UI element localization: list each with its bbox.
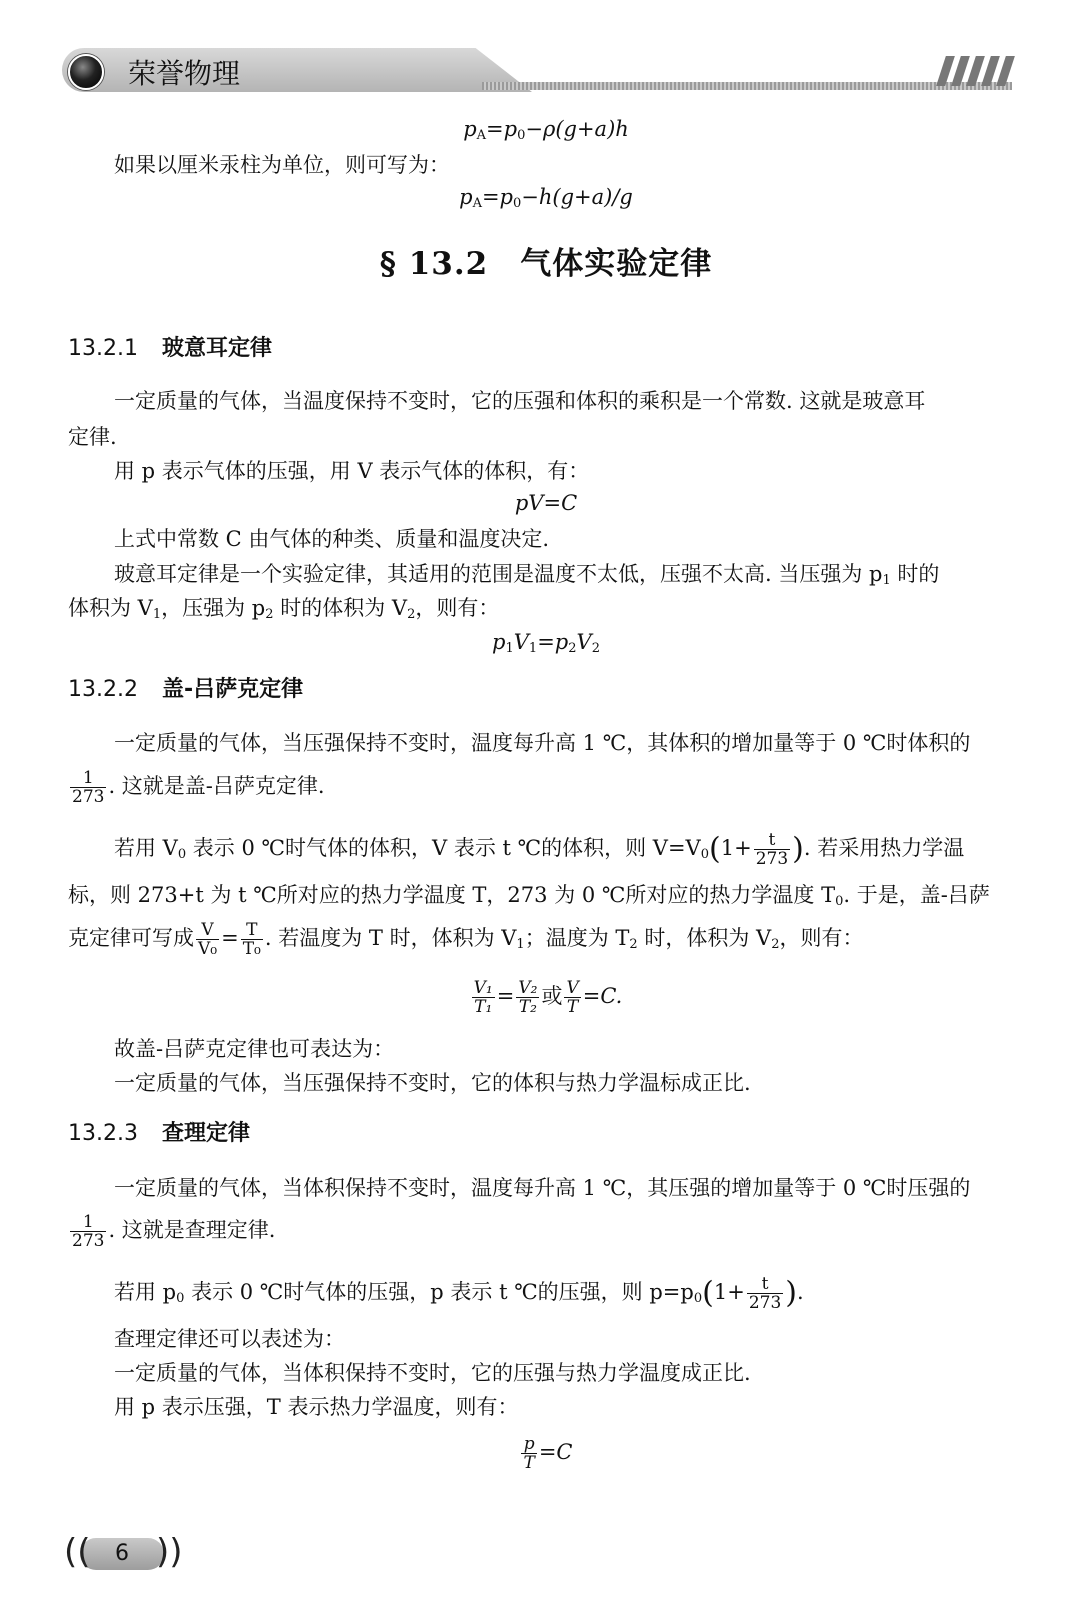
paragraph: 查理定律还可以表述为： — [114, 1327, 345, 1351]
fraction-t-273: $\frac{t}{273}$ — [755, 830, 789, 869]
paragraph: $\frac{1}{273}$ . 这就是查理定律. — [72, 1212, 276, 1251]
page-number: 6 — [115, 1541, 129, 1566]
subsection-title-boyle: 13.2.1 玻意耳定律 — [68, 336, 272, 361]
paragraph: 一定质量的气体，当体积保持不变时，温度每升高 1 ℃，其压强的增加量等于 0 ℃时压强的 — [114, 1176, 971, 1200]
paragraph: 一定质量的气体，当温度保持不变时，它的压强和体积的乘积是一个常数. 这就是玻意耳 — [114, 389, 926, 413]
paragraph: 一定质量的气体，当压强保持不变时，它的体积与热力学温标成正比. — [114, 1071, 751, 1095]
fraction-1-273: $\frac{1}{273}$ — [72, 1212, 105, 1251]
paragraph: 上式中常数 C 由气体的种类、质量和温度决定. — [114, 527, 550, 551]
paragraph: 一定质量的气体，当压强保持不变时，温度每升高 1 ℃，其体积的增加量等于 0 ℃时体积的 — [114, 731, 971, 755]
header-ball-icon — [68, 54, 104, 90]
section-title: § 13.2 气体实验定律 — [379, 246, 713, 282]
equation-v-over-t: $\frac{\text{V₁}}{\text{T₁}}$ = $\frac{\text{V₂}}{\text{T₂}}$ 或 $\frac{V}{T}$ =C. — [473, 978, 623, 1017]
fraction-t-273: $\frac{t}{273}$ — [748, 1274, 782, 1313]
header-title: 荣誉物理 — [128, 57, 241, 90]
equation-p1v1: $p_1V_1=p_2V_2$ — [492, 630, 600, 656]
paragraph: $\frac{1}{273}$ . 这就是盖-吕萨克定律. — [72, 768, 325, 807]
paragraph: 体积为 $V_1$，压强为 $p_2$ 时的体积为 $V_2$，则有： — [68, 596, 500, 622]
equation-p-over-t: $\frac{p}{T}$ =C — [523, 1434, 573, 1473]
paragraph: 用 p 表示压强，T 表示热力学温度，则有： — [114, 1395, 519, 1419]
paragraph: 玻意耳定律是一个实验定律，其适用的范围是温度不太低，压强不太高. 当压强为 $p_1$ 时的 — [114, 562, 940, 588]
equation-pa-cm: $p_A=p_0-h(g+a)/g$ — [459, 185, 633, 211]
equation-pv: pV=C — [514, 491, 578, 515]
paragraph: 故盖-吕萨克定律也可表达为： — [114, 1037, 395, 1061]
subsection-title-gay-lussac: 13.2.2 盖-吕萨克定律 — [68, 677, 304, 702]
subsection-title-charles: 13.2.3 查理定律 — [68, 1121, 250, 1146]
fraction-t-t0: $\frac{T}{\text{T₀}}$ — [242, 920, 261, 959]
header-slash-marks-icon — [941, 56, 1010, 86]
paragraph: 用 p 表示气体的压强，用 V 表示气体的体积，有： — [114, 459, 590, 483]
header-rule — [482, 82, 1012, 90]
paragraph: 若用 $p_0$ 表示 0 ℃时气体的压强，p 表示 t ℃的压强，则 $p=p_0(1+$ $\frac{t}{273}$ ). — [114, 1274, 804, 1313]
paragraph: 一定质量的气体，当体积保持不变时，它的压强与热力学温度成正比. — [114, 1361, 751, 1385]
text-cm-mercury: 如果以厘米汞柱为单位，则可写为： — [114, 153, 450, 177]
paragraph: 定律. — [68, 425, 117, 449]
page-header — [62, 44, 1012, 96]
paragraph: 克定律可写成 $\frac{V}{\text{V₀}}$ = $\frac{T}{\text{T₀}}$ . 若温度为 T 时，体积为 $V_1$；温度为 $T_2$ 时，体积为 $V_2$，则有： — [68, 920, 864, 959]
fraction-v-v0: $\frac{V}{\text{V₀}}$ — [198, 920, 218, 959]
equation-pa-rho: $p_A=p_0-\rho(g+a)h$ — [463, 117, 629, 143]
paragraph: 标，则 273+t 为 t ℃所对应的热力学温度 T，273 为 0 ℃所对应的热力学温度 $T_0$. 于是，盖-吕萨 — [68, 883, 990, 909]
fraction-1-273: $\frac{1}{273}$ — [72, 768, 105, 807]
page-number-badge: (( )) 6 — [64, 1532, 183, 1572]
paragraph: 若用 $V_0$ 表示 0 ℃时气体的体积，V 表示 t ℃的体积，则 $V=V_0(1+$ $\frac{t}{273}$ ). 若采用热力学温 — [114, 830, 965, 869]
